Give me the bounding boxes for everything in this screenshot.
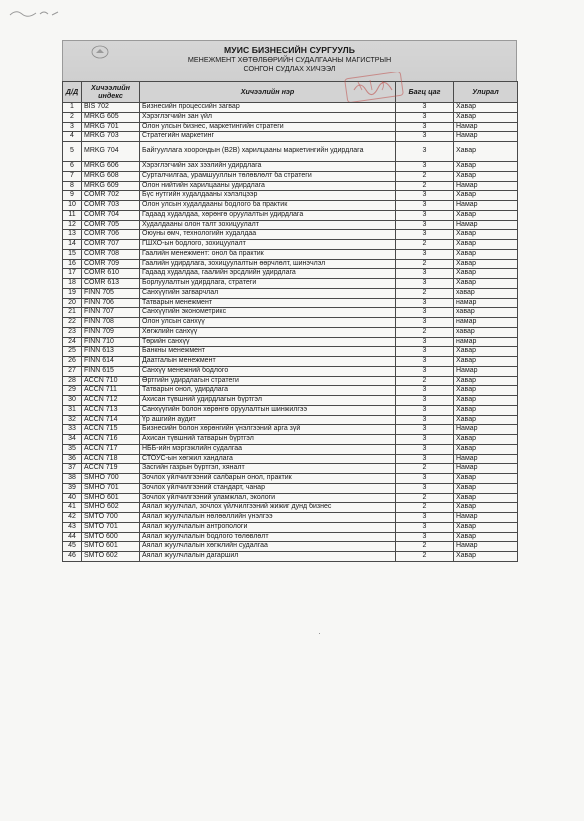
- cell-semester: Намар: [454, 425, 518, 435]
- cell-name: Аялал жуулчлалын нөлөөллийн үнэлгээ: [140, 513, 396, 523]
- cell-name: Олон улсын худалдааны бодлого ба практик: [140, 201, 396, 211]
- cell-name: Олон нийтийн харилцааны удирдлага: [140, 181, 396, 191]
- cell-no: 9: [63, 191, 82, 201]
- cell-name: Ахисан түвшний татварын бүртгэл: [140, 435, 396, 445]
- cell-code: SMTO 701: [82, 522, 140, 532]
- cell-code: COMR 706: [82, 230, 140, 240]
- cell-no: 21: [63, 308, 82, 318]
- cell-code: FINN 705: [82, 288, 140, 298]
- table-row: [63, 210, 518, 220]
- cell-name: Хөгжлийн санхүү: [140, 327, 396, 337]
- cell-credit: 3: [396, 210, 454, 220]
- cell-name: Аялал жуулчлалын дагаршил: [140, 552, 396, 562]
- cell-semester: хавар: [454, 288, 518, 298]
- cell-credit: 3: [396, 162, 454, 172]
- table-row: [63, 103, 518, 113]
- table-row: [63, 542, 518, 552]
- cell-credit: 3: [396, 191, 454, 201]
- column-header-name: Хичээлийн нэр: [140, 82, 396, 103]
- program-title: МЕНЕЖМЕНТ ХӨТӨЛБӨРИЙН СУДАЛГААНЫ МАГИСТРЫН: [187, 55, 392, 64]
- stray-dot: ·: [318, 628, 321, 638]
- table-row: [63, 230, 518, 240]
- cell-name: ГШХО-ын бодлого, зохицуулалт: [140, 240, 396, 250]
- cell-credit: 2: [396, 171, 454, 181]
- cell-no: 19: [63, 288, 82, 298]
- cell-no: 38: [63, 474, 82, 484]
- university-seal-icon: [91, 45, 109, 59]
- cell-no: 40: [63, 493, 82, 503]
- cell-code: ACCN 714: [82, 415, 140, 425]
- cell-credit: 3: [396, 298, 454, 308]
- cell-credit: 3: [396, 454, 454, 464]
- cell-code: ACCN 716: [82, 435, 140, 445]
- cell-code: COMR 703: [82, 201, 140, 211]
- course-sheet: [62, 40, 517, 562]
- cell-name: Банкны менежмент: [140, 347, 396, 357]
- cell-name: Гаалийн менежмент: онол ба практик: [140, 249, 396, 259]
- table-row: [63, 298, 518, 308]
- cell-credit: 3: [396, 142, 454, 162]
- cell-code: ACCN 715: [82, 425, 140, 435]
- cell-name: Гадаад худалдаа, гаалийн эрсдлийн удирдлага: [140, 269, 396, 279]
- table-row: [63, 474, 518, 484]
- cell-no: 29: [63, 386, 82, 396]
- cell-semester: Хавар: [454, 269, 518, 279]
- cell-no: 7: [63, 171, 82, 181]
- document-header: [62, 40, 517, 81]
- table-row: [63, 357, 518, 367]
- cell-name: Өртгийн удирдлагын стратеги: [140, 376, 396, 386]
- cell-no: 42: [63, 513, 82, 523]
- cell-semester: Намар: [454, 220, 518, 230]
- cell-credit: 3: [396, 103, 454, 113]
- table-row: [63, 122, 518, 132]
- cell-code: COMR 707: [82, 240, 140, 250]
- table-row: [63, 435, 518, 445]
- cell-no: 44: [63, 532, 82, 542]
- cell-credit: 3: [396, 435, 454, 445]
- table-row: [63, 308, 518, 318]
- table-row: [63, 425, 518, 435]
- cell-code: SMHO 601: [82, 493, 140, 503]
- cell-credit: 3: [396, 532, 454, 542]
- cell-credit: 3: [396, 396, 454, 406]
- cell-semester: Хавар: [454, 191, 518, 201]
- cell-name: Татварын менежмент: [140, 298, 396, 308]
- table-row: [63, 396, 518, 406]
- cell-code: COMR 704: [82, 210, 140, 220]
- cell-name: Хэрэглэгчийн зах зээлийн удирдлага: [140, 162, 396, 172]
- table-row: [63, 386, 518, 396]
- table-row: [63, 376, 518, 386]
- cell-semester: Хавар: [454, 162, 518, 172]
- cell-code: MRKG 608: [82, 171, 140, 181]
- cell-semester: Хавар: [454, 112, 518, 122]
- cell-no: 37: [63, 464, 82, 474]
- school-title: МУИС БИЗНЕСИЙН СУРГУУЛЬ: [223, 45, 356, 55]
- cell-semester: Намар: [454, 122, 518, 132]
- cell-code: SMTO 601: [82, 542, 140, 552]
- cell-name: Төрийн санхүү: [140, 337, 396, 347]
- cell-semester: Хавар: [454, 249, 518, 259]
- table-row: [63, 259, 518, 269]
- cell-name: СТОУС-ын хөгжил хандлага: [140, 454, 396, 464]
- cell-credit: 2: [396, 503, 454, 513]
- cell-name: Санхүү менежний бодлого: [140, 366, 396, 376]
- cell-no: 31: [63, 405, 82, 415]
- table-row: [63, 454, 518, 464]
- table-row: [63, 513, 518, 523]
- cell-code: FINN 707: [82, 308, 140, 318]
- cell-semester: Хавар: [454, 522, 518, 532]
- cell-name: Бизнесийн процессийн загвар: [140, 103, 396, 113]
- cell-semester: хавар: [454, 308, 518, 318]
- cell-name: Аялал жуулчлалын бодлого төлөвлөлт: [140, 532, 396, 542]
- table-row: [63, 162, 518, 172]
- cell-semester: Хавар: [454, 376, 518, 386]
- cell-name: Зочлох үйлчилгээний салбарын онол, практик: [140, 474, 396, 484]
- table-header-row: [63, 82, 518, 103]
- cell-name: Аялал жуулчлалын антропологи: [140, 522, 396, 532]
- cell-code: SMHO 602: [82, 503, 140, 513]
- table-row: [63, 318, 518, 328]
- cell-code: COMR 610: [82, 269, 140, 279]
- cell-no: 2: [63, 112, 82, 122]
- cell-no: 39: [63, 483, 82, 493]
- cell-semester: Хавар: [454, 435, 518, 445]
- cell-no: 46: [63, 552, 82, 562]
- cell-credit: 3: [396, 112, 454, 122]
- cell-name: Зочлох үйлчилгээний уламжлал, экологи: [140, 493, 396, 503]
- cell-no: 1: [63, 103, 82, 113]
- cell-credit: 2: [396, 259, 454, 269]
- cell-semester: Намар: [454, 181, 518, 191]
- cell-code: SMHO 701: [82, 483, 140, 493]
- cell-name: Аялал жуулчлалын хөгжлийн судалгаа: [140, 542, 396, 552]
- cell-name: Санхүүгийн эконометрикс: [140, 308, 396, 318]
- cell-no: 35: [63, 444, 82, 454]
- table-row: [63, 415, 518, 425]
- cell-code: ACCN 718: [82, 454, 140, 464]
- cell-no: 4: [63, 132, 82, 142]
- cell-no: 25: [63, 347, 82, 357]
- cell-code: MRKG 701: [82, 122, 140, 132]
- cell-no: 32: [63, 415, 82, 425]
- cell-no: 26: [63, 357, 82, 367]
- cell-code: ACCN 712: [82, 396, 140, 406]
- cell-code: MRKG 703: [82, 132, 140, 142]
- cell-name: Гадаад худалдаа, хөрөнгө оруулалтын удирдлага: [140, 210, 396, 220]
- cell-code: COMR 708: [82, 249, 140, 259]
- cell-no: 36: [63, 454, 82, 464]
- cell-name: Олон улсын санхүү: [140, 318, 396, 328]
- cell-no: 41: [63, 503, 82, 513]
- cell-no: 34: [63, 435, 82, 445]
- cell-name: Үр ашгийн аудит: [140, 415, 396, 425]
- cell-code: ACCN 711: [82, 386, 140, 396]
- column-header-code: Хичээлийн индекс: [82, 82, 140, 103]
- cell-no: 15: [63, 249, 82, 259]
- table-body: [63, 103, 518, 562]
- cell-semester: Намар: [454, 513, 518, 523]
- cell-name: Бүс нутгийн худалдааны хэлэлцээр: [140, 191, 396, 201]
- cell-semester: Хавар: [454, 171, 518, 181]
- table-row: [63, 288, 518, 298]
- cell-no: 24: [63, 337, 82, 347]
- table-row: [63, 522, 518, 532]
- cell-no: 23: [63, 327, 82, 337]
- cell-code: ACCN 717: [82, 444, 140, 454]
- column-header-semester: Улирал: [454, 82, 518, 103]
- cell-semester: Хавар: [454, 474, 518, 484]
- cell-credit: 2: [396, 493, 454, 503]
- cell-name: Санхүүгийн загварчлал: [140, 288, 396, 298]
- cell-credit: 2: [396, 464, 454, 474]
- cell-no: 16: [63, 259, 82, 269]
- table-row: [63, 347, 518, 357]
- cell-credit: 3: [396, 318, 454, 328]
- table-row: [63, 532, 518, 542]
- cell-code: ACCN 719: [82, 464, 140, 474]
- cell-name: Аялал жуулчлал, зочлох үйлчилгээний жижиг дунд бизнес: [140, 503, 396, 513]
- cell-semester: Хавар: [454, 347, 518, 357]
- cell-semester: Хавар: [454, 103, 518, 113]
- cell-name: Зочлох үйлчилгээний стандарт, чанар: [140, 483, 396, 493]
- table-row: [63, 464, 518, 474]
- table-row: [63, 201, 518, 211]
- cell-name: Бизнесийн болон хөрөнгийн үнэлгээний арга зүй: [140, 425, 396, 435]
- cell-semester: намар: [454, 298, 518, 308]
- cell-credit: 3: [396, 474, 454, 484]
- cell-credit: 3: [396, 415, 454, 425]
- cell-credit: 2: [396, 288, 454, 298]
- cell-semester: Хавар: [454, 386, 518, 396]
- cell-semester: Хавар: [454, 259, 518, 269]
- table-row: [63, 142, 518, 162]
- cell-name: Засгийн газрын бүртгэл, хяналт: [140, 464, 396, 474]
- table-row: [63, 503, 518, 513]
- cell-code: FINN 709: [82, 327, 140, 337]
- cell-semester: Хавар: [454, 230, 518, 240]
- cell-no: 8: [63, 181, 82, 191]
- cell-semester: Намар: [454, 464, 518, 474]
- cell-name: Татварын онол, удирдлага: [140, 386, 396, 396]
- cell-semester: Хавар: [454, 210, 518, 220]
- cell-credit: 3: [396, 122, 454, 132]
- cell-no: 3: [63, 122, 82, 132]
- cell-credit: 2: [396, 181, 454, 191]
- cell-code: ACCN 713: [82, 405, 140, 415]
- cell-name: Гаалийн удирдлага, зохицуулалтын өөрчлөлт, шинэчлэл: [140, 259, 396, 269]
- table-row: [63, 220, 518, 230]
- cell-semester: Хавар: [454, 493, 518, 503]
- cell-semester: Намар: [454, 542, 518, 552]
- table-row: [63, 483, 518, 493]
- cell-credit: 3: [396, 230, 454, 240]
- cell-credit: 3: [396, 279, 454, 289]
- table-row: [63, 191, 518, 201]
- cell-semester: Хавар: [454, 415, 518, 425]
- table-row: [63, 327, 518, 337]
- cell-code: SMTO 700: [82, 513, 140, 523]
- cell-name: Ахисан түвшний удирдлагын бүртгэл: [140, 396, 396, 406]
- cell-semester: Намар: [454, 201, 518, 211]
- cell-semester: Намар: [454, 366, 518, 376]
- cell-semester: намар: [454, 318, 518, 328]
- cell-credit: 3: [396, 522, 454, 532]
- cell-code: FINN 614: [82, 357, 140, 367]
- cell-semester: Хавар: [454, 444, 518, 454]
- table-row: [63, 405, 518, 415]
- cell-credit: 3: [396, 249, 454, 259]
- cell-code: SMTO 602: [82, 552, 140, 562]
- table-row: [63, 279, 518, 289]
- cell-code: COMR 709: [82, 259, 140, 269]
- cell-credit: 3: [396, 269, 454, 279]
- cell-semester: намар: [454, 337, 518, 347]
- cell-credit: 3: [396, 483, 454, 493]
- cell-credit: 3: [396, 357, 454, 367]
- cell-semester: Хавар: [454, 142, 518, 162]
- cell-credit: 2: [396, 327, 454, 337]
- cell-credit: 3: [396, 132, 454, 142]
- cell-name: Санхүүгийн болон хөрөнгө оруулалтын шинжилгээ: [140, 405, 396, 415]
- cell-semester: Хавар: [454, 240, 518, 250]
- cell-credit: 2: [396, 552, 454, 562]
- cell-code: COMR 613: [82, 279, 140, 289]
- cell-name: Оюуны өмч, технологийн худалдаа: [140, 230, 396, 240]
- cell-credit: 3: [396, 444, 454, 454]
- cell-credit: 2: [396, 376, 454, 386]
- table-row: [63, 493, 518, 503]
- cell-no: 11: [63, 210, 82, 220]
- cell-name: Даатгалын менежмент: [140, 357, 396, 367]
- cell-no: 12: [63, 220, 82, 230]
- cell-name: Стратегийн маркетинг: [140, 132, 396, 142]
- cell-semester: Намар: [454, 454, 518, 464]
- cell-no: 5: [63, 142, 82, 162]
- cell-code: MRKG 605: [82, 112, 140, 122]
- cell-no: 20: [63, 298, 82, 308]
- cell-code: MRKG 606: [82, 162, 140, 172]
- table-row: [63, 132, 518, 142]
- table-row: [63, 269, 518, 279]
- cell-semester: Хавар: [454, 279, 518, 289]
- cell-no: 27: [63, 366, 82, 376]
- cell-code: FINN 708: [82, 318, 140, 328]
- cell-credit: 3: [396, 513, 454, 523]
- cell-name: Борлуулалтын удирдлага, стратеги: [140, 279, 396, 289]
- cell-no: 45: [63, 542, 82, 552]
- table-row: [63, 171, 518, 181]
- cell-no: 28: [63, 376, 82, 386]
- table-row: [63, 112, 518, 122]
- cell-credit: 3: [396, 386, 454, 396]
- cell-code: COMR 705: [82, 220, 140, 230]
- table-row: [63, 337, 518, 347]
- cell-credit: 3: [396, 201, 454, 211]
- cell-credit: 3: [396, 220, 454, 230]
- cell-semester: хавар: [454, 327, 518, 337]
- document-subtitle: СОНГОН СУДЛАХ ХИЧЭЭЛ: [243, 64, 336, 73]
- cell-semester: Хавар: [454, 357, 518, 367]
- cell-name: Сурталчилгаа, урамшууллын төлөвлөлт ба стратеги: [140, 171, 396, 181]
- cell-code: FINN 613: [82, 347, 140, 357]
- cell-code: SMHO 700: [82, 474, 140, 484]
- cell-semester: Хавар: [454, 503, 518, 513]
- cell-name: Олон улсын бизнес, маркетингийн стратеги: [140, 122, 396, 132]
- cell-code: FINN 615: [82, 366, 140, 376]
- cell-no: 13: [63, 230, 82, 240]
- cell-name: НББ-ийн мэргэжлийн судалгаа: [140, 444, 396, 454]
- cell-semester: Хавар: [454, 552, 518, 562]
- cell-no: 22: [63, 318, 82, 328]
- table-row: [63, 552, 518, 562]
- cell-code: FINN 710: [82, 337, 140, 347]
- cell-no: 30: [63, 396, 82, 406]
- cell-code: ACCN 710: [82, 376, 140, 386]
- cell-credit: 2: [396, 542, 454, 552]
- cell-no: 18: [63, 279, 82, 289]
- cell-no: 14: [63, 240, 82, 250]
- cell-credit: 2: [396, 240, 454, 250]
- cell-semester: Намар: [454, 132, 518, 142]
- cell-credit: 3: [396, 337, 454, 347]
- column-header-no: Д/Д: [63, 82, 82, 103]
- cell-semester: Хавар: [454, 483, 518, 493]
- cell-code: MRKG 704: [82, 142, 140, 162]
- cell-semester: Хавар: [454, 396, 518, 406]
- cell-code: MRKG 609: [82, 181, 140, 191]
- cell-code: SMTO 600: [82, 532, 140, 542]
- cell-credit: 3: [396, 308, 454, 318]
- cell-name: Хэрэглэгчийн зан үйл: [140, 112, 396, 122]
- cell-code: BIS 702: [82, 103, 140, 113]
- cell-name: Худалдааны олон талт зохицуулалт: [140, 220, 396, 230]
- table-row: [63, 181, 518, 191]
- cell-code: COMR 702: [82, 191, 140, 201]
- elective-courses-table: [62, 81, 518, 562]
- table-row: [63, 249, 518, 259]
- cell-semester: Хавар: [454, 405, 518, 415]
- cell-credit: 3: [396, 425, 454, 435]
- cell-no: 43: [63, 522, 82, 532]
- cell-no: 10: [63, 201, 82, 211]
- cell-credit: 3: [396, 366, 454, 376]
- corner-scribble-mark: [8, 6, 68, 20]
- cell-name: Байгууллага хоорондын (B2B) харилцааны маркетингийн удирдлага: [140, 142, 396, 162]
- table-row: [63, 240, 518, 250]
- cell-no: 33: [63, 425, 82, 435]
- cell-credit: 3: [396, 347, 454, 357]
- cell-no: 6: [63, 162, 82, 172]
- cell-credit: 3: [396, 405, 454, 415]
- column-header-credit: Багц цаг: [396, 82, 454, 103]
- cell-semester: Хавар: [454, 532, 518, 542]
- cell-code: FINN 706: [82, 298, 140, 308]
- table-row: [63, 444, 518, 454]
- table-row: [63, 366, 518, 376]
- cell-no: 17: [63, 269, 82, 279]
